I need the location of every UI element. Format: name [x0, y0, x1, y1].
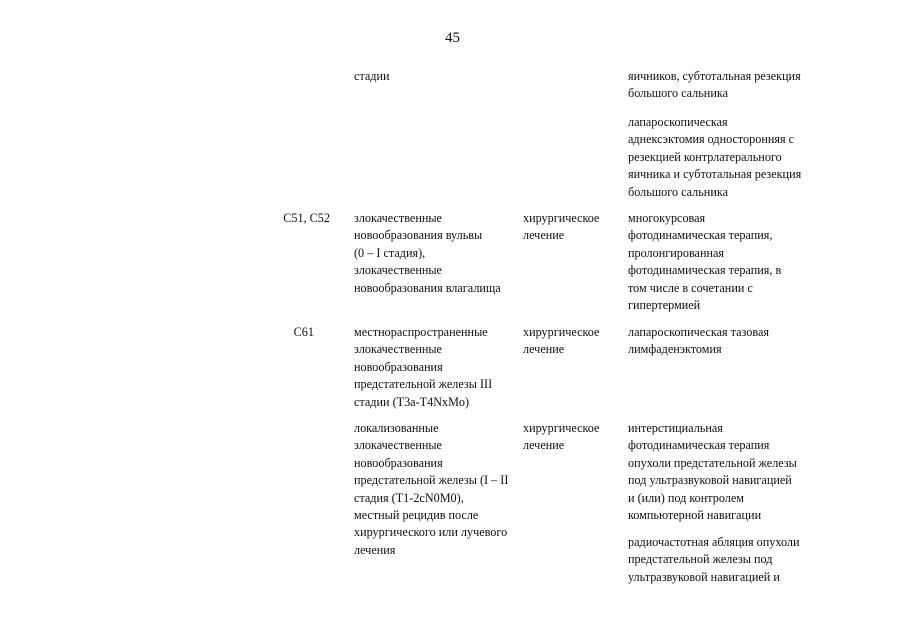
page-number: 45 [445, 30, 460, 46]
diagnosis-cell: злокачественные новообразования вульвы (0 – I стадия), злокачественные новообразования влагалища [354, 211, 501, 295]
method-cell: радиочастотная абляция опухоли предстательной железы под ультразвуковой навигацией и [628, 535, 800, 584]
method-cell: яичников, субтотальная резекция большого сальника [628, 69, 801, 101]
treatment-type-cell: хирургическое лечение [523, 421, 600, 453]
diagnosis-cell: местнораспространенные злокачественные новообразования предстательной железы III стадии (T3a-T4NxMo) [354, 325, 493, 409]
method-cell: интерстициальная фотодинамическая терапия опухоли предстательной железы под ультразвуковой навигацией и (или) под контролем компьютерной навигации [628, 421, 797, 523]
treatment-type-cell: хирургическое лечение [523, 211, 600, 243]
diagnosis-cell: локализованные злокачественные новообразования предстательной железы (I – II стадия (T1-2cN0M0), местный рецидив после хирургического или лучевого лечения [354, 421, 509, 557]
method-cell: лапароскопическая тазовая лимфаденэктомия [628, 325, 769, 357]
method-cell: многокурсовая фотодинамическая терапия, пролонгированная фотодинамическая терапия, в том числе в сочетании с гипертермией [628, 211, 782, 313]
icd-code-cell: C51, C52 [283, 211, 330, 225]
method-cell: лапароскопическая аднексэктомия односторонняя с резекцией контрлатерального яичника и субтотальная резекция большого сальника [628, 115, 802, 199]
treatment-type-cell: хирургическое лечение [523, 325, 600, 357]
icd-code-cell: C61 [293, 325, 314, 339]
diagnosis-cell: стадии [354, 69, 390, 83]
